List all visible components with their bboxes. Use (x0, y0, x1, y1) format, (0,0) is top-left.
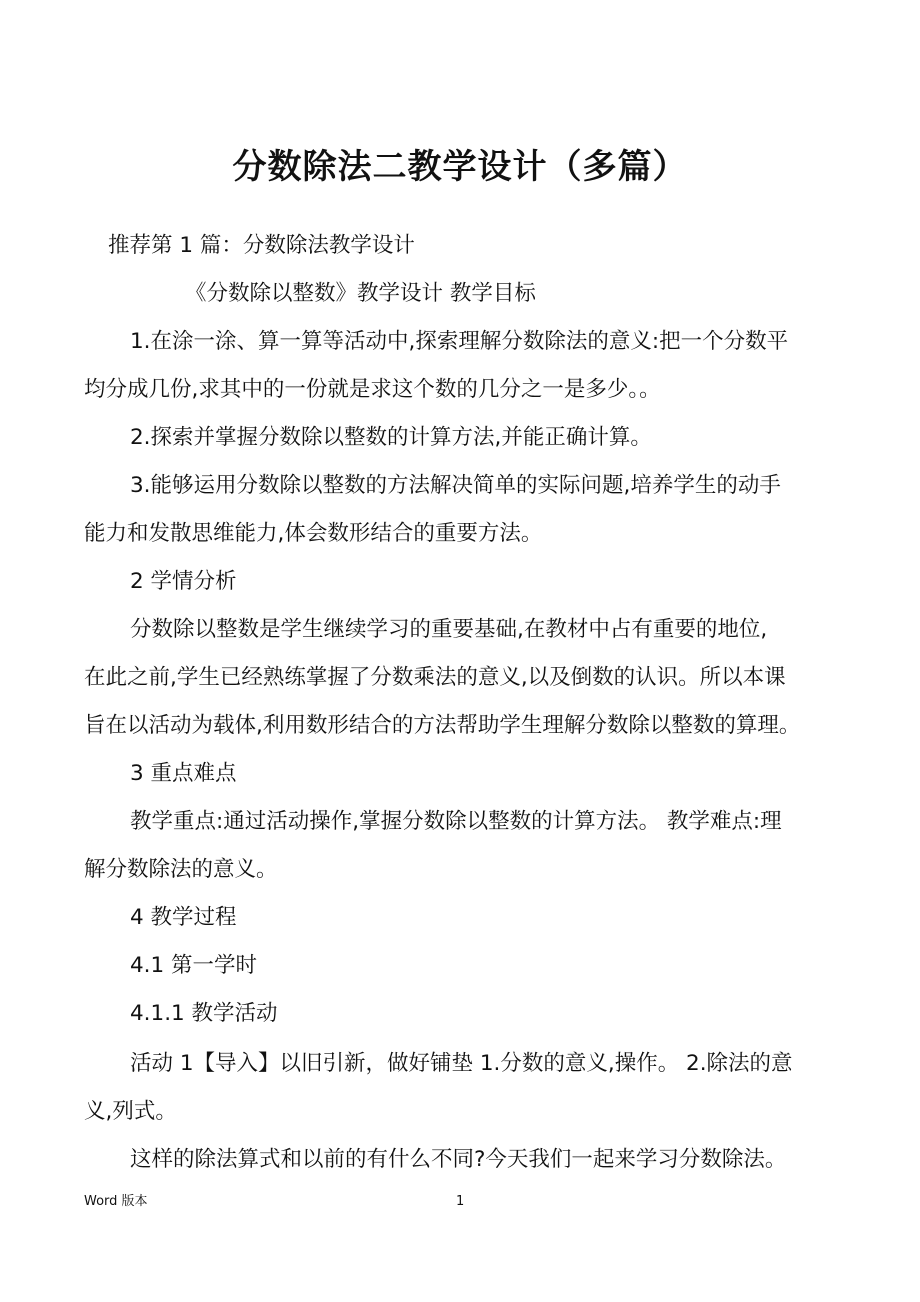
section-heading-process: 4 教学过程 (130, 905, 237, 930)
objective-1-line-2: 均分成几份,求其中的一份就是求这个数的几分之一是多少。。 (84, 377, 661, 402)
section-heading-key-points: 3 重点难点 (130, 761, 237, 786)
section-heading-analysis: 2 学情分析 (130, 569, 237, 594)
closing-question: 这样的除法算式和以前的有什么不同?今天我们一起来学习分数除法。 (130, 1147, 787, 1172)
subsection-heading-first-lesson: 4.1 第一学时 (130, 953, 258, 978)
objective-3-line-2: 能力和发散思维能力,体会数形结合的重要方法。 (84, 521, 543, 546)
objective-2: 2.探索并掌握分数除以整数的计算方法,并能正确计算。 (130, 425, 652, 450)
objective-1-line-1: 1.在涂一涂、算一算等活动中,探索理解分数除法的意义:把一个分数平 (130, 329, 789, 354)
analysis-line-3: 旨在以活动为载体,利用数形结合的方法帮助学生理解分数除以整数的算理。 (84, 713, 801, 738)
analysis-line-2: 在此之前,学生已经熟练掌握了分数乘法的意义,以及倒数的认识。所以本课 (84, 665, 786, 690)
key-points-line-2: 解分数除法的意义。 (84, 857, 278, 882)
activity-1-line-2: 义,列式。 (84, 1099, 177, 1124)
objective-3-line-1: 3.能够运用分数除以整数的方法解决简单的实际问题,培养学生的动手 (130, 473, 781, 498)
recommend-heading: 推荐第 1 篇：分数除法教学设计 (108, 233, 415, 258)
key-points-line-1: 教学重点:通过活动操作,掌握分数除以整数的计算方法。 教学难点:理 (130, 809, 782, 834)
footer-page-number: 1 (456, 1194, 465, 1209)
footer-word-version: Word 版本 (84, 1194, 148, 1209)
subsection-heading-activities: 4.1.1 教学活动 (130, 1001, 278, 1026)
document-title: 分数除法二教学设计（多篇） (232, 147, 688, 187)
analysis-line-1: 分数除以整数是学生继续学习的重要基础,在教材中占有重要的地位, (130, 617, 768, 642)
design-subheading: 《分数除以整数》教学设计 教学目标 (185, 281, 536, 306)
activity-1-line-1: 活动 1【导入】以旧引新，做好铺垫 1.分数的意义,操作。 2.除法的意 (130, 1051, 793, 1076)
